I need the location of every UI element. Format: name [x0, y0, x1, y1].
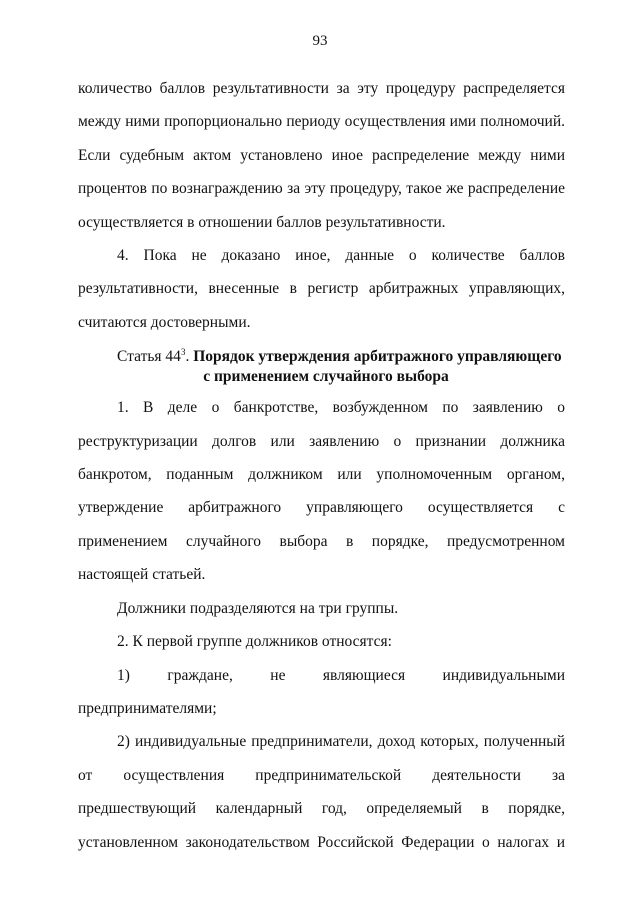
paragraph-groups: Должники подразделяются на три группы.: [117, 599, 399, 617]
page-number: 93: [312, 33, 328, 49]
article-superscript: 3: [180, 347, 186, 358]
list-item-1: 1) граждане, не являющиеся индивидуальными предпринимателями;: [78, 666, 565, 717]
article-title-line2: с применением случайного выбора: [203, 368, 449, 386]
article-heading: Статья $44^3$. Порядок утверждения арбитражного управляющего с применением случайного выбора: [78, 347, 565, 387]
paragraph-1: 1. В деле о банкротстве, возбужденном по заявлению о реструктуризации долгов или заявлению о признании должника банкротом, поданным должником или уполномоченным органом, утверждение арбитражного управляющего осуществляется с применением случайного выбора в порядке, предусмотренном настоящей статьей.: [78, 399, 565, 584]
list-item-2: 2) индивидуальные предприниматели, доход которых, полученный от осуществления предпринимательской деятельности за предшествующий календарный год, определяемый в порядке, установленном законодательством Российской Федерации о налогах и: [78, 733, 565, 851]
paragraph-continuation: количество баллов результативности за эту процедуру распределяется между ними пропорционально периоду осуществления ими полномочий. Если судебным актом установлено иное распределение между ними процентов по вознаграждению за эту процедуру, такое же распределение осуществляется в отношении баллов результативности.: [78, 80, 565, 231]
article-title-line1: Порядок утверждения арбитражного управляющего: [193, 348, 562, 366]
paragraph-4: 4. Пока не доказано иное, данные о количестве баллов результативности, внесенные в регистр арбитражных управляющих, считаются достоверными.: [78, 247, 565, 331]
paragraph-2: 2. К первой группе должников относятся:: [117, 633, 392, 651]
article-prefix: Статья 44: [117, 348, 181, 366]
document-body: [78, 72, 565, 859]
